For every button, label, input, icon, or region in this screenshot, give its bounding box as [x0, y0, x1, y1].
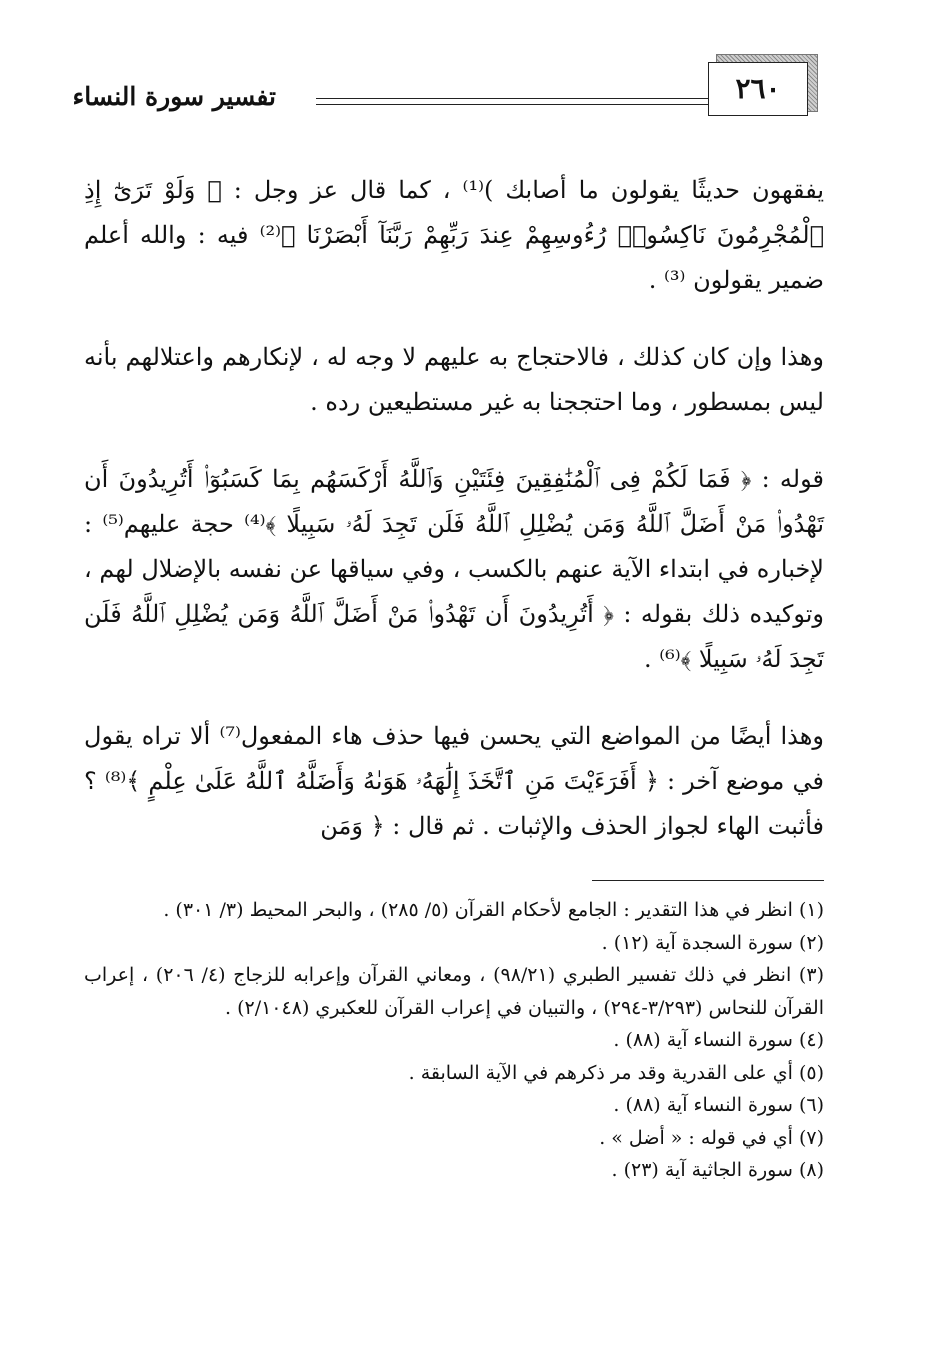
footnote: (٣) انظر في ذلك تفسير الطبري (٩٨/٢١) ، ومعاني القرآن وإعرابه للزجاج (٤/ ٢٠٦) ، إعراب القرآن للنحاس (٣/٢٩٣-٢٩٤) ، والتبيان في إعراب القرآن للعكبري (٢/١٠٤٨) .: [84, 964, 824, 1019]
footnote: (٧) أي في قوله : « أضل » .: [599, 1126, 824, 1149]
footnote: (٤) سورة النساء آية (٨٨) .: [613, 1029, 824, 1051]
page-number: ٢٦٠: [708, 62, 808, 116]
footnote: (٢) سورة السجدة آية (١٢) .: [601, 931, 824, 954]
paragraph: وهذا أيضًا من المواضع التي يحسن فيها حذف هاء المفعول⁽⁷⁾ ألا تراه يقول في موضع آخر : ﴿ أَفَرَءَيْتَ مَنِ ٱتَّخَذَ إِلَٰهَهُۥ هَوَىٰهُ وَأَضَلَّهُ ٱللَّهُ عَلَىٰ عِلْمٍ ﴾⁽⁸⁾ ؟ فأثبت الهاء لجواز الحذف والإثبات . ثم قال : ﴿ وَمَن: [84, 722, 824, 840]
footnotes: [84, 894, 824, 1187]
paragraph: يفقهون حديثًا يقولون ما أصابك )⁽¹⁾ ، كما قال عز وجل : ﴿ وَلَوْ تَرَىٰٓ إِذِ ٱلْمُجْرِمُونَ نَاكِسُوا۟ رُءُوسِهِمْ عِندَ رَبِّهِمْ رَبَّنَآ أَبْصَرْنَا ﴾⁽²⁾ فيه : والله أعلم ضمير يقولون ⁽³⁾ .: [84, 176, 825, 294]
footnote-separator: [592, 880, 824, 881]
header-rule: [316, 98, 708, 99]
main-text: [84, 168, 824, 849]
paragraph: قوله : ﴿ فَمَا لَكُمْ فِى ٱلْمُنَٰفِقِينَ فِئَتَيْنِ وَٱللَّهُ أَرْكَسَهُم بِمَا كَسَبُوٓا۟ أَتُرِيدُونَ أَن تَهْدُوا۟ مَنْ أَضَلَّ ٱللَّهُ وَمَن يُضْلِلِ ٱللَّهُ فَلَن تَجِدَ لَهُۥ سَبِيلًا ﴾⁽⁴⁾ حجة عليهم⁽⁵⁾ : لإخباره في ابتداء الآية عنهم بالكسب ، وفي سياقها عن نفسه بالإضلال لهم ، وتوكيده ذلك بقوله : ﴿ أَتُرِيدُونَ أَن تَهْدُوا۟ مَنْ أَضَلَّ ٱللَّهُ وَمَن يُضْلِلِ ٱللَّهُ فَلَن تَجِدَ لَهُۥ سَبِيلًا ﴾⁽⁶⁾ .: [84, 465, 825, 673]
paragraph: وهذا وإن كان كذلك ، فالاحتجاج به عليهم لا وجه له ، لإنكارهم واعتلالهم بأنه ليس بمسطور ، وما احتججنا به غير مستطيعين رده .: [84, 343, 824, 416]
footnote: (٥) أي على القدرية وقد مر ذكرهم في الآية السابقة .: [408, 1061, 824, 1084]
header-rule: [316, 104, 708, 105]
footnote: (٦) سورة النساء آية (٨٨) .: [613, 1094, 824, 1116]
footnote: (١) انظر في هذا التقدير : الجامع لأحكام القرآن (٥/ ٢٨٥) ، والبحر المحيط (٣/ ٣٠١) .: [163, 899, 824, 921]
running-header-title: تفسير سورة النساء: [72, 82, 276, 111]
page-number-frame: [708, 60, 818, 118]
footnote: (٨) سورة الجاثية آية (٢٣) .: [611, 1159, 824, 1181]
